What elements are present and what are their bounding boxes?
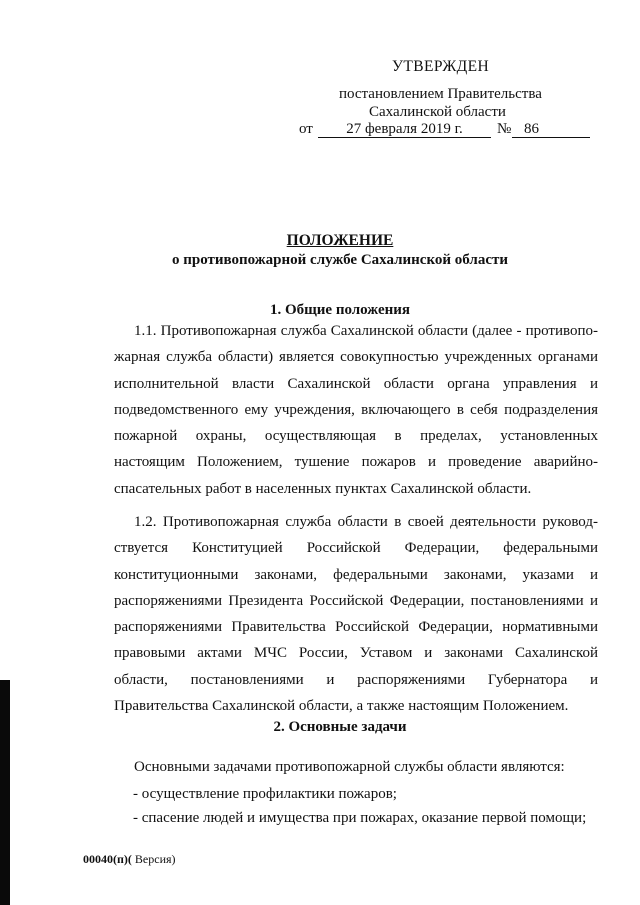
paragraph-1-2: 1.2. Противопожарная служба области в своей деятельности руководствуется Конституцией Российской Федерации, федеральными конституционными законами, федеральными законами, указами и распоряжениями Президента Российской Федерации, постановлениями и распоряжениями Правительства Российской Федерации, нормативными правовыми актами МЧС России, Уставом и законами Сахалинской области, постановлениями и распоряжениями Губернатора и Правительства Сахалинской области, а также настоящим Положением. [114,514,598,715]
list-item: - спасение людей и имущества при пожарах, оказание первой помощи; [133,810,587,826]
paragraph-1-1: 1.1. Противопожарная служба Сахалинской области (далее - противопожарная служба области) является совокупностью учрежденных органами исполнительной власти Сахалинской области органа управления и подведомственного ему учреждения, включающего в себя подразделения пожарной охраны, осуществляющая в пределах, установленных настоящим Положением, тушение пожаров и проведение аварийно-спасательных работ в населенных пунктах Сахалинской области. [114,323,598,497]
document-subtitle: о противопожарной службе Сахалинской области [171,252,508,268]
footer-code: 00040(п)( [83,852,132,866]
section-1-heading: 1. Общие положения [269,302,411,318]
decree-region-line: Сахалинской области [369,104,506,120]
footer-version: Версия) [131,852,176,866]
number-sign: № [497,121,512,137]
scan-edge-artifact [0,680,10,905]
footer-doc-code [83,852,176,867]
document-title: ПОЛОЖЕНИЕ [286,232,394,249]
decree-number: 86 [512,121,590,138]
list-item: - осуществление профилактики пожаров; [133,786,397,802]
tasks-intro: Основными задачами противопожарной службы области являются: [134,759,565,775]
decree-line: постановлением Правительства [339,86,542,102]
decree-date: 27 февраля 2019 г. [318,121,491,138]
approved-stamp-text: УТВЕРЖДЕН [392,58,490,75]
section-2-heading: 2. Основные задачи [273,719,407,735]
date-prefix: от [299,121,313,137]
approval-block [0,0,640,145]
